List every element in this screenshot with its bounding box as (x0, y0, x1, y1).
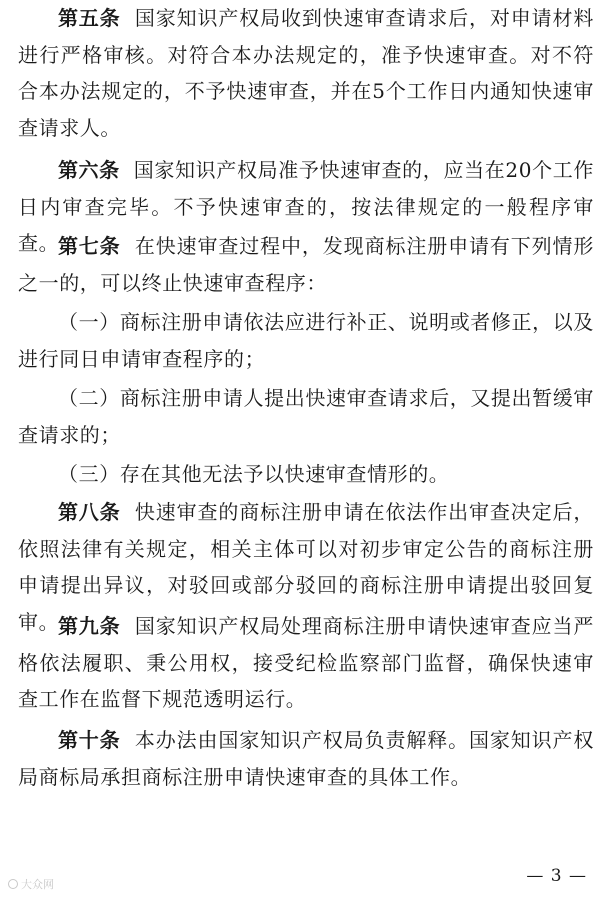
article-10-text: 本办法由国家知识产权局负责解释。国家知识产权局商标局承担商标注册申请快速审查的具体工作。 (18, 728, 594, 789)
watermark-logo-icon (8, 879, 18, 889)
article-7-text: 在快速审查过程中，发现商标注册申请有下列情形之一的，可以终止快速审查程序： (18, 234, 594, 295)
article-9-text: 国家知识产权局处理商标注册申请快速审查应当严格依法履职、秉公用权，接受纪检监察部门监督，确保快速审查工作在监督下规范透明运行。 (18, 614, 594, 711)
article-9 (18, 608, 594, 718)
article-8-text: 快速审查的商标注册申请在依法作出审查决定后，依照法律有关规定，相关主体可以对初步审定公告的商标注册申请提出异议，对驳回或部分驳回的商标注册申请提出驳回复审。 (18, 500, 594, 634)
article-7-item-2: （二）商标注册申请人提出快速审查请求后，又提出暂缓审查请求的； (18, 386, 594, 447)
watermark-text: 大众网 (21, 878, 54, 891)
article-10 (18, 722, 594, 795)
article-8-title: 第八条 (58, 500, 121, 524)
article-7-item-3: （三）存在其他无法予以快速审查情形的。 (58, 462, 450, 486)
article-10-title: 第十条 (58, 728, 121, 752)
watermark (8, 876, 54, 892)
article-7-title: 第七条 (58, 234, 121, 258)
page-number: — 3 — (526, 866, 587, 886)
article-9-title: 第九条 (58, 614, 121, 638)
article-5-title: 第五条 (58, 6, 121, 30)
article-7-item-1: （一）商标注册申请依法应进行补正、说明或者修正，以及进行同日申请审查程序的； (18, 310, 594, 371)
article-7 (18, 228, 594, 301)
article-5-text: 国家知识产权局收到快速审查请求后，对申请材料进行严格审核。对符合本办法规定的，准予快速审查。对不符合本办法规定的，不予快速审查，并在5个工作日内通知快速审查请求人。 (18, 6, 594, 140)
article-6-text: 国家知识产权局准予快速审查的，应当在20个工作日内审查完毕。不予快速审查的，按法律规定的一般程序审查。 (18, 158, 595, 255)
article-6-title: 第六条 (58, 158, 120, 182)
article-5 (18, 0, 594, 146)
